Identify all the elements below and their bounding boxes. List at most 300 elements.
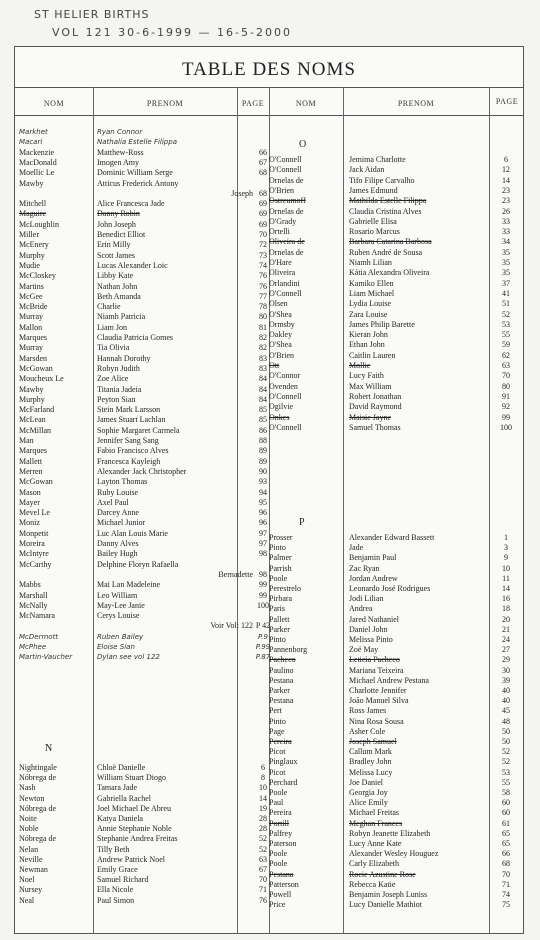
entry-given-names: Tia Olivia	[97, 343, 130, 353]
entry-given-names: Maisie Jayne	[349, 412, 391, 422]
entry-surname: Nóbrega de	[19, 834, 57, 844]
entry-given-names: Titania Jadeia	[97, 384, 142, 394]
entry-given-names: Dominic William Serge	[97, 168, 173, 178]
entry-given-names: Lucas Alexander Loic	[97, 260, 168, 270]
entry-page-number: 37	[502, 278, 510, 288]
entry-given-names: Francesca Kayleigh	[97, 456, 161, 466]
entry-surname: Pestana	[269, 696, 294, 706]
entry-page-number: 10	[259, 783, 267, 793]
entry-page-number: 27	[502, 645, 510, 655]
entry-surname: McFarland	[19, 405, 55, 415]
entry-page-number: 99	[502, 412, 510, 422]
entry-page-number: 52	[502, 309, 510, 319]
entry-given-names: Tamara Jade	[97, 783, 138, 793]
entry-surname: Patterson	[269, 879, 299, 889]
entry-given-names: Leticia Pacheco	[349, 655, 400, 665]
entry-surname: Maguire	[19, 209, 47, 219]
entry-given-names: Daniel John	[349, 624, 388, 634]
entry-given-names: Joel Michael De Abreu	[97, 803, 171, 813]
entry-surname: Moellic Le	[19, 168, 55, 178]
entry-given-names: Nathan John	[97, 281, 138, 291]
entry-page-number: 100	[500, 422, 512, 432]
column-divider	[489, 87, 490, 933]
entry-surname: Ornelas de	[269, 247, 304, 257]
entry-page-number: 92	[502, 402, 510, 412]
entry-given-names: Claudia Cristina Alves	[349, 206, 422, 216]
column-divider	[343, 87, 344, 933]
entry-page-number: 85	[259, 415, 267, 425]
column-header-page: PAGE	[241, 99, 265, 108]
entry-page-number: 10	[502, 563, 510, 573]
entry-surname: O'Hare	[269, 258, 292, 267]
entry-page-number: 21	[502, 624, 510, 634]
entry-surname: Paterson	[269, 839, 297, 848]
entry-page-number: 12	[502, 165, 510, 175]
entry-page-number: 73	[259, 250, 267, 260]
entry-given-names: Imogen Amy	[97, 157, 139, 167]
entry-given-names: Matthew-Ross	[97, 147, 144, 157]
entry-given-names: Jennifer Sang Sang	[97, 436, 159, 445]
entry-page-number: 59	[502, 340, 510, 350]
entry-given-names: Benedict Elliot	[97, 230, 146, 239]
entry-surname: O'Connell	[269, 155, 302, 164]
entry-surname: Pirbara	[269, 594, 293, 604]
entry-page-number: 85	[259, 405, 267, 415]
entry-surname: Ogilvie	[269, 402, 293, 412]
entry-given-names: Beth Amanda	[97, 291, 141, 301]
entry-surname: Moucheux Le	[19, 374, 64, 384]
entry-page-number: 70	[502, 371, 510, 381]
entry-given-names: Ethan John	[349, 340, 385, 350]
entry-surname: McDermott	[19, 632, 59, 641]
entry-page-number: 52	[259, 844, 267, 854]
entry-surname: Mevel Le	[19, 508, 50, 518]
entry-page-number: 9	[504, 553, 508, 563]
entry-surname: Parker	[269, 624, 290, 634]
entry-surname: Poole	[269, 573, 288, 583]
entry-surname	[19, 570, 93, 580]
entry-surname: Marsden	[19, 353, 47, 363]
entry-given-names: Lydia Louise	[349, 299, 391, 309]
entry-page-number: 90	[259, 466, 267, 476]
entry-page-number: 76	[259, 271, 267, 281]
entry-page-number: 16	[502, 594, 510, 604]
entry-page-number: 14	[502, 175, 510, 185]
entry-page-number: 98	[259, 549, 267, 559]
entry-surname: O'Connor	[269, 371, 301, 381]
entry-page-number: 55	[502, 777, 510, 787]
entry-given-names: Jemima Charlotte	[349, 155, 406, 164]
entry-given-names: Ella Nicole	[97, 885, 134, 895]
entry-page-number: 69	[259, 199, 267, 209]
entry-page-number: 88	[259, 436, 267, 445]
entry-page-number: 70	[259, 230, 267, 239]
entry-given-names: Lucy Faith	[349, 371, 384, 381]
entry-given-names: David Raymond	[349, 402, 402, 412]
entry-surname: Powell	[269, 890, 292, 899]
entry-page-number: 58	[502, 788, 510, 797]
entry-given-names: William Stuart Diogo	[97, 773, 167, 783]
entry-page-number: 39	[502, 675, 510, 685]
entry-given-names: Georgia Joy	[349, 788, 388, 797]
entry-page-number: 33	[502, 227, 510, 237]
entry-surname: Parrish	[269, 563, 292, 573]
entry-surname: O'Shea	[269, 309, 292, 319]
entry-given-names: Ryan Connor	[97, 128, 143, 136]
entry-given-names: Carly Elizabeth	[349, 859, 399, 869]
entry-surname: Paulino	[269, 665, 294, 675]
entry-page-number: 67	[259, 865, 267, 874]
entry-surname: Picot	[269, 767, 286, 777]
entry-page-number: P.99	[255, 643, 271, 651]
entry-surname: Mabbs	[19, 580, 41, 590]
entry-surname: Poole	[269, 788, 288, 797]
entry-surname	[19, 189, 93, 199]
entry-surname: Noite	[19, 814, 37, 823]
entry-surname: Moniz	[19, 518, 40, 528]
entry-surname: O'Brien	[269, 350, 294, 360]
entry-page-number: 83	[259, 353, 267, 363]
entry-surname: Pert	[269, 706, 282, 716]
entry-given-names: Callum Mark	[349, 747, 392, 757]
entry-given-names: Rebecca Katie	[349, 879, 396, 889]
entry-given-names: Leonardo José Rodrigues	[349, 584, 431, 593]
entry-given-names: Jade	[349, 543, 364, 553]
entry-page-number: 96	[259, 508, 267, 518]
entry-given-names: Michael Freitas	[349, 808, 399, 818]
entry-surname: Pinto	[269, 635, 286, 644]
entry-surname: Mawby	[19, 384, 44, 394]
entry-given-names: Benjamin Joseph Luniss	[349, 890, 428, 899]
entry-page-number: 29	[502, 655, 510, 665]
entry-surname: Merren	[19, 466, 43, 476]
entry-given-names: Tifo Filipe Carvalho	[349, 175, 415, 185]
entry-page-number: 52	[259, 834, 267, 844]
entry-given-names: Robert Jonathan	[349, 391, 402, 401]
entry-surname: Pestana	[269, 675, 294, 685]
entry-page-number: 8	[261, 773, 265, 783]
entry-surname: Markhet	[19, 128, 48, 136]
entry-page-number: 81	[259, 322, 267, 332]
entry-given-names: James Philip Barette	[349, 319, 415, 329]
entry-given-names: Charlie	[97, 302, 121, 312]
entry-given-names: Samuel Thomas	[349, 422, 401, 432]
section-letter-p: P	[299, 517, 305, 528]
entry-given-names: Zoë May	[349, 645, 379, 655]
entry-page-number: 19	[259, 803, 267, 813]
entry-surname: Onkes	[269, 412, 290, 422]
entry-page-number: 91	[502, 391, 510, 401]
entry-given-names: Katya Daniela	[97, 814, 143, 823]
entry-given-names: Hannah Dorothy	[97, 353, 151, 363]
entry-surname: Palfrey	[269, 828, 293, 838]
entry-page-number: 69	[259, 219, 267, 229]
entry-surname: Pereira	[269, 808, 292, 818]
entry-page-number: 14	[259, 793, 267, 803]
entry-page-number: 24	[502, 635, 510, 644]
entry-surname: Nóbrega de	[19, 803, 57, 813]
entry-surname: Murphy	[19, 250, 45, 260]
entry-page-number: 83	[259, 363, 267, 373]
entry-surname: Nursey	[19, 885, 43, 895]
entry-page-number: 35	[502, 268, 510, 278]
entry-page-number	[247, 137, 279, 147]
column-header-nom-right: NOM	[295, 99, 317, 108]
entry-surname: MacDonald	[19, 157, 57, 167]
entry-surname: Orlandini	[269, 278, 300, 288]
entry-given-names: Mariana Teixeira	[349, 665, 404, 675]
entry-surname: Perestrelo	[269, 584, 301, 593]
entry-page-number: 28	[259, 814, 267, 823]
entry-given-names: Nathalia Estelle Filippa	[97, 138, 177, 147]
entry-page-number: 33	[502, 216, 510, 226]
entry-surname: Ostreumoff	[269, 196, 306, 206]
entry-surname: Nelan	[19, 844, 39, 854]
entry-surname: McLean	[19, 415, 46, 425]
entry-given-names: Darcey Anne	[97, 508, 139, 518]
entry-surname: Ott	[269, 361, 280, 370]
entry-given-names: Annie Stephanie Noble	[97, 824, 172, 834]
entry-given-names: Libby Kate	[97, 271, 134, 281]
entry-surname: Pinto	[269, 716, 286, 726]
entry-given-names: João Manuel Silva	[349, 696, 409, 706]
entry-page-number: 78	[259, 302, 267, 312]
entry-surname: Oliveira de	[269, 237, 305, 247]
entry-page-number: 65	[502, 839, 510, 848]
entry-page-number: 40	[502, 686, 510, 695]
entry-given-names: Eloise Sian	[97, 643, 135, 651]
section-letter-o: O	[299, 139, 307, 150]
entry-surname: Marques	[19, 446, 47, 456]
entry-given-names: Delphine Floryn Rafaella	[97, 559, 179, 569]
entry-given-names: Danny Robin	[97, 209, 140, 219]
column-header-page-right: PAGE	[495, 97, 519, 106]
entry-given-names: Atticus Frederick Antony	[97, 178, 179, 188]
entry-page-number: 6	[504, 155, 508, 164]
entry-given-names: Liam Jon	[97, 322, 127, 332]
entry-given-names: Charlotte Jennifer	[349, 686, 407, 695]
entry-surname: Miller	[19, 230, 39, 239]
entry-given-names: Sophie Margaret Carmela	[97, 425, 180, 435]
entry-surname: Prosser	[269, 533, 293, 542]
entry-page-number: 97	[259, 528, 267, 538]
entry-page-number: 23	[502, 196, 510, 206]
entry-surname: McPhee	[19, 643, 47, 651]
entry-page-number: 84	[259, 374, 267, 384]
entry-surname: McNamara	[19, 611, 55, 621]
entry-page-number: 48	[502, 716, 510, 726]
entry-given-names: Max William	[349, 381, 392, 391]
entry-page-number: 84	[259, 394, 267, 404]
entry-page-number: 20	[502, 614, 510, 624]
entry-page-number: 52	[502, 747, 510, 757]
entry-given-names: Andrew Patrick Noel	[97, 854, 165, 864]
entry-given-names: Zoe Alice	[97, 374, 129, 384]
entry-given-names: Leo William	[97, 590, 138, 600]
entry-given-names: Jack Aidan	[349, 165, 385, 175]
entry-surname: McNally	[19, 600, 48, 610]
entry-given-names: Stephanie Andrea Freitas	[97, 834, 178, 844]
entry-given-names: Niamh Patricia	[97, 312, 146, 322]
entry-surname: Newton	[19, 793, 45, 803]
entry-page-number: 70	[502, 869, 510, 879]
entry-surname: Ormsby	[269, 319, 295, 329]
entry-given-names: Lucy Anne Kate	[349, 839, 402, 848]
entry-surname: Poole	[269, 849, 288, 859]
entry-page-number: 100	[257, 600, 269, 610]
entry-page-number: 60	[502, 798, 510, 808]
entry-given-names: Kamiko Ellen	[349, 278, 394, 288]
entry-page-number: 53	[502, 319, 510, 329]
entry-page-number: 74	[259, 260, 267, 270]
entry-page-number: 72	[259, 240, 267, 250]
entry-surname: Newman	[19, 865, 48, 874]
entry-given-names: Bailey Hugh	[97, 549, 138, 559]
entry-page-number: 69	[259, 209, 267, 219]
ledger-page	[14, 46, 524, 934]
entry-surname: Mayer	[19, 497, 40, 507]
entry-page-number: 74	[502, 890, 510, 899]
entry-given-names: Lucy Danielle Mathiot	[349, 900, 422, 910]
entry-surname: Pinglaux	[269, 757, 298, 767]
entry-surname: Pestana	[269, 869, 294, 879]
entry-surname: Oliveira	[269, 268, 296, 278]
entry-surname: Ornelas de	[269, 175, 304, 185]
entry-surname: Nóbrega de	[19, 773, 57, 783]
entry-given-names: Claudia Patricia Gomes	[97, 333, 173, 342]
entry-given-names: Jordan Andrew	[349, 573, 398, 583]
entry-page-number: 82	[259, 343, 267, 353]
entry-page-number: 51	[502, 299, 510, 309]
entry-given-names: Jared Nathaniel	[349, 614, 399, 624]
entry-page-number: 70	[259, 875, 267, 885]
entry-page-number: 86	[259, 425, 267, 435]
entry-page-number: 55	[502, 330, 510, 340]
entry-surname: Paul	[269, 798, 284, 808]
entry-given-names: Mathilda Estelle Filippa	[349, 196, 427, 206]
entry-surname: Martins	[19, 281, 44, 291]
entry-surname: Mackenzie	[19, 147, 55, 157]
entry-surname: Mallett	[19, 456, 43, 466]
entry-page-number: 98	[259, 569, 267, 579]
entry-given-names: Joseph	[231, 188, 253, 198]
entry-given-names: Jodi Lilian	[349, 594, 384, 604]
entry-page-number: 66	[502, 849, 510, 859]
entry-page-number: 80	[259, 312, 267, 322]
entry-given-names: Alice Emily	[349, 798, 388, 808]
entry-page-number: 60	[502, 808, 510, 818]
entry-page-number: 50	[502, 726, 510, 736]
entry-page-number: 1	[504, 533, 508, 542]
entry-surname: Nightingale	[19, 763, 57, 772]
entry-page-number: 89	[259, 446, 267, 456]
entry-surname: Monpetit	[19, 528, 49, 538]
entry-page-number: 23	[502, 185, 510, 195]
entry-surname: Mason	[19, 487, 41, 497]
entry-page-number: 80	[502, 381, 510, 391]
entry-page-number: 18	[502, 604, 510, 614]
entry-given-names: Robyn Jeanette Elizabeth	[349, 828, 431, 838]
entry-surname: Pannenborg	[269, 645, 308, 655]
entry-surname: Ovenden	[269, 381, 298, 391]
entry-page-number: 6	[261, 763, 265, 772]
entry-page-number: 95	[259, 497, 267, 507]
entry-given-names: Michael Andrew Pestana	[349, 675, 429, 685]
entry-surname: Mallon	[19, 322, 43, 332]
entry-page-number: 3	[504, 543, 508, 553]
entry-surname: Olsen	[269, 299, 288, 309]
entry-surname: Mudie	[19, 260, 40, 270]
entry-given-names: Dylan see vol 122	[97, 653, 160, 662]
entry-page-number: 94	[259, 487, 267, 497]
entry-given-names: Kátia Alexandra Oliveira	[349, 268, 430, 278]
entry-given-names: Alexander Jack Christopher	[97, 466, 187, 476]
entry-surname: Noel	[19, 875, 35, 885]
entry-page-number: 61	[502, 818, 510, 828]
entry-given-names: Chloë Danielle	[97, 763, 146, 772]
entry-given-names: Nina Rosa Sousa	[349, 716, 404, 726]
entry-given-names: Benjamin Paul	[349, 553, 397, 563]
entry-surname: Paris	[269, 604, 285, 614]
entry-surname: Pinto	[269, 543, 286, 553]
column-header-prenom: PRENOM	[146, 99, 184, 108]
table-title: TABLE DES NOMS	[182, 59, 356, 80]
entry-page-number: 63	[502, 361, 510, 370]
entry-given-names: Scott James	[97, 250, 135, 260]
handwritten-register-title: ST HELIER BIRTHS	[34, 8, 150, 21]
entry-given-names: Niamh Lilian	[349, 258, 392, 267]
entry-given-names: Barbara Catarina Barbosa	[349, 237, 432, 247]
entry-page-number: 76	[259, 895, 267, 905]
entry-surname: Price	[269, 900, 286, 910]
entry-surname: O'Grady	[269, 216, 297, 226]
entry-surname: McBride	[19, 302, 48, 312]
entry-surname: Ornelas de	[269, 206, 304, 216]
entry-surname: McLoughlin	[19, 219, 59, 229]
entry-given-names: Gabrielle Elisa	[349, 216, 397, 226]
entry-surname: Page	[269, 726, 285, 736]
entry-surname: McCarthy	[19, 559, 52, 569]
entry-surname: McIntyre	[19, 549, 49, 559]
entry-surname: Moreira	[19, 539, 45, 548]
entry-given-names: Alexander Wesley Houguez	[349, 849, 439, 859]
entry-given-names: Samuel Richard	[97, 875, 149, 885]
entry-given-names: Caitlin Lauren	[349, 350, 396, 360]
entry-page-number: 62	[502, 350, 510, 360]
entry-surname: Murray	[19, 312, 43, 322]
entry-surname: Noble	[19, 824, 39, 834]
entry-given-names: Cerys Louise	[97, 611, 140, 621]
entry-given-names: Ruby Louise	[97, 487, 139, 497]
entry-given-names: James Edmund	[349, 185, 398, 195]
entry-page-number: P.9	[258, 632, 268, 641]
entry-page-number: 26	[502, 206, 510, 216]
entry-given-names: Michael Junior	[97, 518, 146, 528]
entry-surname: Marshall	[19, 590, 48, 600]
entry-surname: Nash	[19, 783, 36, 793]
entry-surname: Ortelli	[269, 227, 290, 237]
entry-given-names: Rocie Azustine Rose	[349, 869, 416, 879]
entry-surname: Macari	[19, 138, 43, 147]
entry-given-names: Mai Lan Madeleine	[97, 580, 161, 590]
entry-given-names: Robyn Judith	[97, 363, 140, 373]
entry-given-names: Melissa Pinto	[349, 635, 393, 644]
entry-surname: Mitchell	[19, 199, 47, 209]
entry-page-number: 34	[502, 237, 510, 247]
entry-given-names: Tilly Beth	[97, 844, 130, 854]
entry-given-names: Gabriella Rachel	[97, 793, 151, 803]
entry-page-number: 41	[502, 288, 510, 298]
